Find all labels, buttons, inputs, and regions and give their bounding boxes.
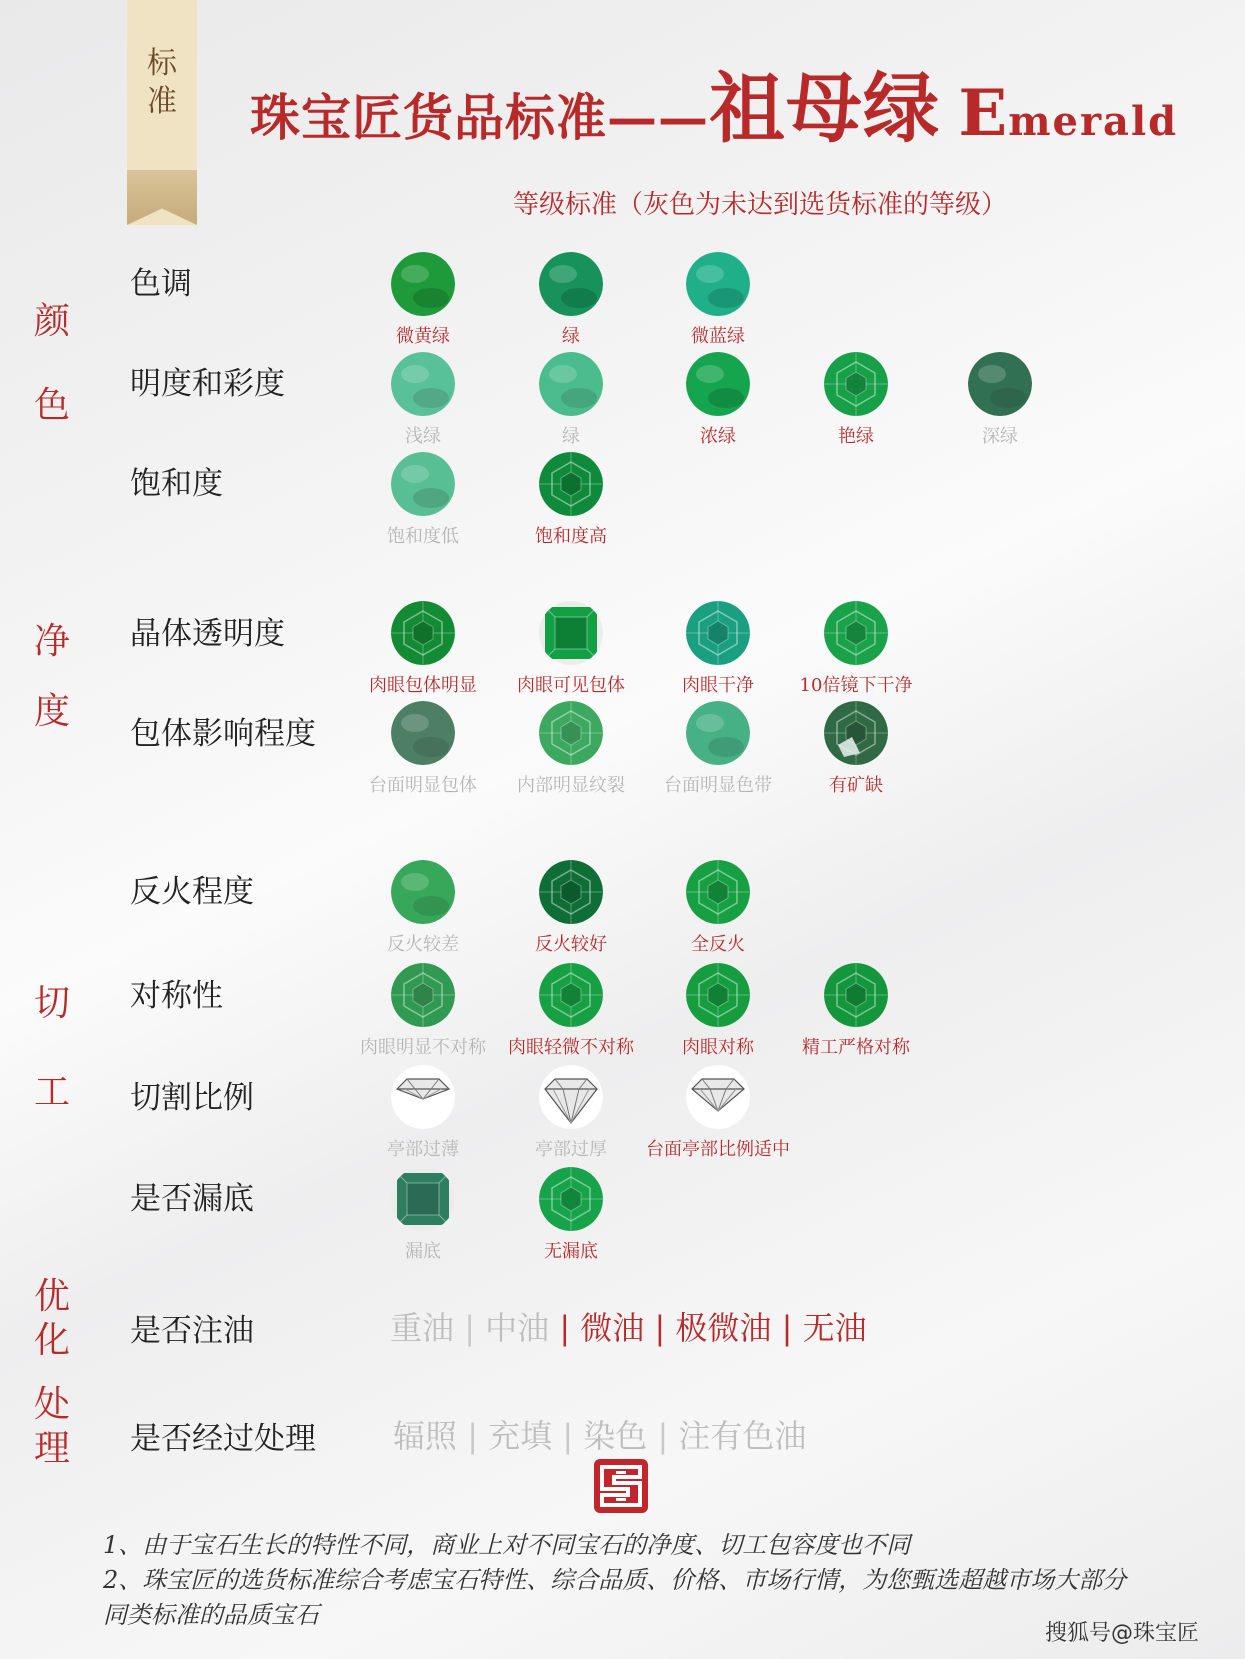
grade-caption: 艳绿 — [838, 426, 874, 447]
grade-caption: 饱和度低 — [387, 526, 459, 547]
option-3: 极微油 — [675, 1309, 772, 1347]
note-3: 同类标准的品质宝石 — [103, 1601, 319, 1629]
grade-caption: 绿 — [562, 426, 580, 447]
grade-caption: 深绿 — [982, 426, 1018, 447]
section-char: 处 — [33, 1384, 70, 1425]
grade-caption: 微黄绿 — [396, 326, 450, 347]
ribbon-char: 准 — [147, 84, 177, 119]
ribbon-text — [127, 45, 197, 121]
gem-image-hue-2 — [686, 252, 750, 316]
row-label-inclusion: 包体影响程度 — [130, 716, 316, 752]
grade-caption: 绿 — [562, 326, 580, 347]
section-char: 净 — [33, 621, 70, 662]
grade-caption: 反火较差 — [387, 934, 459, 955]
grade-caption: 漏底 — [405, 1241, 441, 1262]
option-separator: | — [552, 1417, 584, 1455]
gem-image-proportion-2 — [686, 1065, 750, 1129]
grade-caption: 亭部过厚 — [535, 1139, 607, 1160]
grade-caption: 台面亭部比例适中 — [646, 1139, 790, 1160]
option-3: 注有色油 — [678, 1417, 807, 1455]
title-part3: E — [958, 76, 1009, 151]
grade-caption: 内部明显纹裂 — [517, 775, 625, 796]
title-part1: 珠宝匠货品标准—— — [250, 88, 709, 147]
seal-stamp — [592, 1457, 650, 1515]
grade-caption: 微蓝绿 — [691, 326, 745, 347]
row-label-saturation: 饱和度 — [130, 466, 223, 502]
section-char: 优 — [33, 1276, 70, 1317]
section-treatment — [30, 1275, 74, 1471]
gem-image-symmetry-1 — [539, 963, 603, 1027]
grade-caption: 肉眼可见包体 — [517, 675, 625, 696]
grade-caption: 精工严格对称 — [802, 1037, 910, 1058]
gem-image-symmetry-0 — [391, 963, 455, 1027]
gem-image-fire-1 — [539, 860, 603, 924]
gem-image-symmetry-3 — [824, 963, 888, 1027]
ribbon-char: 标 — [147, 46, 177, 81]
section-char: 化 — [33, 1320, 70, 1361]
section-char: 理 — [33, 1428, 70, 1469]
title-part2: 祖母绿 — [709, 64, 940, 153]
grade-caption: 亭部过薄 — [387, 1139, 459, 1160]
option-separator: | — [454, 1309, 486, 1347]
grade-caption: 10倍镜下干净 — [799, 675, 913, 696]
page-title — [250, 48, 1178, 157]
gem-image-tone-4 — [968, 352, 1032, 416]
gem-image-tone-3 — [824, 352, 888, 416]
gem-image-transparency-1 — [539, 601, 603, 665]
gem-image-window-0 — [391, 1167, 455, 1231]
row-label-oil: 是否注油 — [130, 1313, 254, 1349]
note-1: 1、由于宝石生长的特性不同，商业上对不同宝石的净度、切工包容度也不同 — [103, 1531, 911, 1559]
row-label-fire: 反火程度 — [130, 874, 254, 910]
gem-image-proportion-1 — [539, 1065, 603, 1129]
row-label-window: 是否漏底 — [130, 1181, 254, 1217]
grade-caption: 台面明显包体 — [369, 775, 477, 796]
section-char: 度 — [33, 691, 70, 732]
title-part4: merald — [1008, 98, 1179, 145]
gem-image-saturation-0 — [391, 452, 455, 516]
option-1: 中油 — [485, 1309, 550, 1347]
grade-subtitle: 等级标准（灰色为未达到选货标准的等级） — [513, 190, 1008, 220]
option-4: 无油 — [802, 1309, 867, 1347]
option-1: 充填 — [488, 1417, 553, 1455]
gem-image-inclusion-3 — [824, 701, 888, 765]
gem-image-inclusion-2 — [686, 701, 750, 765]
gem-image-hue-0 — [391, 252, 455, 316]
row-label-hue: 色调 — [130, 266, 192, 302]
gem-image-transparency-0 — [391, 601, 455, 665]
grade-caption: 肉眼明显不对称 — [360, 1037, 486, 1058]
gem-image-inclusion-1 — [539, 701, 603, 765]
option-separator: | — [549, 1309, 581, 1347]
row-label-transparency: 晶体透明度 — [130, 616, 285, 652]
gem-image-tone-1 — [539, 352, 603, 416]
gem-image-symmetry-2 — [686, 963, 750, 1027]
grade-caption: 全反火 — [691, 934, 745, 955]
section-char: 工 — [33, 1072, 70, 1113]
treatment-options — [393, 1411, 806, 1457]
option-0: 辐照 — [393, 1417, 458, 1455]
row-label-proportion: 切割比例 — [130, 1080, 254, 1116]
gem-image-window-1 — [539, 1167, 603, 1231]
grade-caption: 台面明显色带 — [664, 775, 772, 796]
section-clarity — [30, 620, 74, 734]
option-separator: | — [644, 1309, 676, 1347]
grade-caption: 浅绿 — [405, 426, 441, 447]
gem-image-fire-0 — [391, 860, 455, 924]
gem-image-transparency-3 — [824, 601, 888, 665]
row-label-treatment: 是否经过处理 — [130, 1421, 316, 1457]
option-separator: | — [457, 1417, 489, 1455]
gem-image-tone-2 — [686, 352, 750, 416]
grade-caption: 肉眼干净 — [682, 675, 754, 696]
section-char: 切 — [33, 983, 70, 1024]
section-cut — [30, 982, 74, 1115]
grade-caption: 肉眼包体明显 — [369, 675, 477, 696]
row-label-symmetry: 对称性 — [130, 978, 223, 1014]
section-char: 色 — [33, 385, 70, 426]
gem-image-saturation-1 — [539, 452, 603, 516]
footer-watermark: 搜狐号@珠宝匠 — [1045, 1621, 1200, 1646]
grade-caption: 肉眼对称 — [682, 1037, 754, 1058]
gem-image-hue-1 — [539, 252, 603, 316]
option-separator: | — [647, 1417, 679, 1455]
option-0: 重油 — [390, 1309, 455, 1347]
grade-caption: 肉眼轻微不对称 — [508, 1037, 634, 1058]
grade-caption: 有矿缺 — [829, 775, 883, 796]
grade-caption: 反火较好 — [535, 934, 607, 955]
gem-image-fire-2 — [686, 860, 750, 924]
option-2: 染色 — [583, 1417, 648, 1455]
section-color — [30, 300, 74, 428]
row-label-tone: 明度和彩度 — [130, 366, 285, 402]
option-separator: | — [771, 1309, 803, 1347]
oil-options — [390, 1303, 867, 1349]
option-2: 微油 — [580, 1309, 645, 1347]
grade-caption: 无漏底 — [544, 1241, 598, 1262]
grade-caption: 饱和度高 — [535, 526, 607, 547]
grade-caption: 浓绿 — [700, 426, 736, 447]
section-char: 颜 — [33, 301, 70, 342]
gem-image-proportion-0 — [391, 1065, 455, 1129]
gem-image-inclusion-0 — [391, 701, 455, 765]
gem-image-tone-0 — [391, 352, 455, 416]
gem-image-transparency-2 — [686, 601, 750, 665]
note-2: 2、珠宝匠的选货标准综合考虑宝石特性、综合品质、价格、市场行情，为您甄选超越市场大部分 — [103, 1566, 1127, 1594]
